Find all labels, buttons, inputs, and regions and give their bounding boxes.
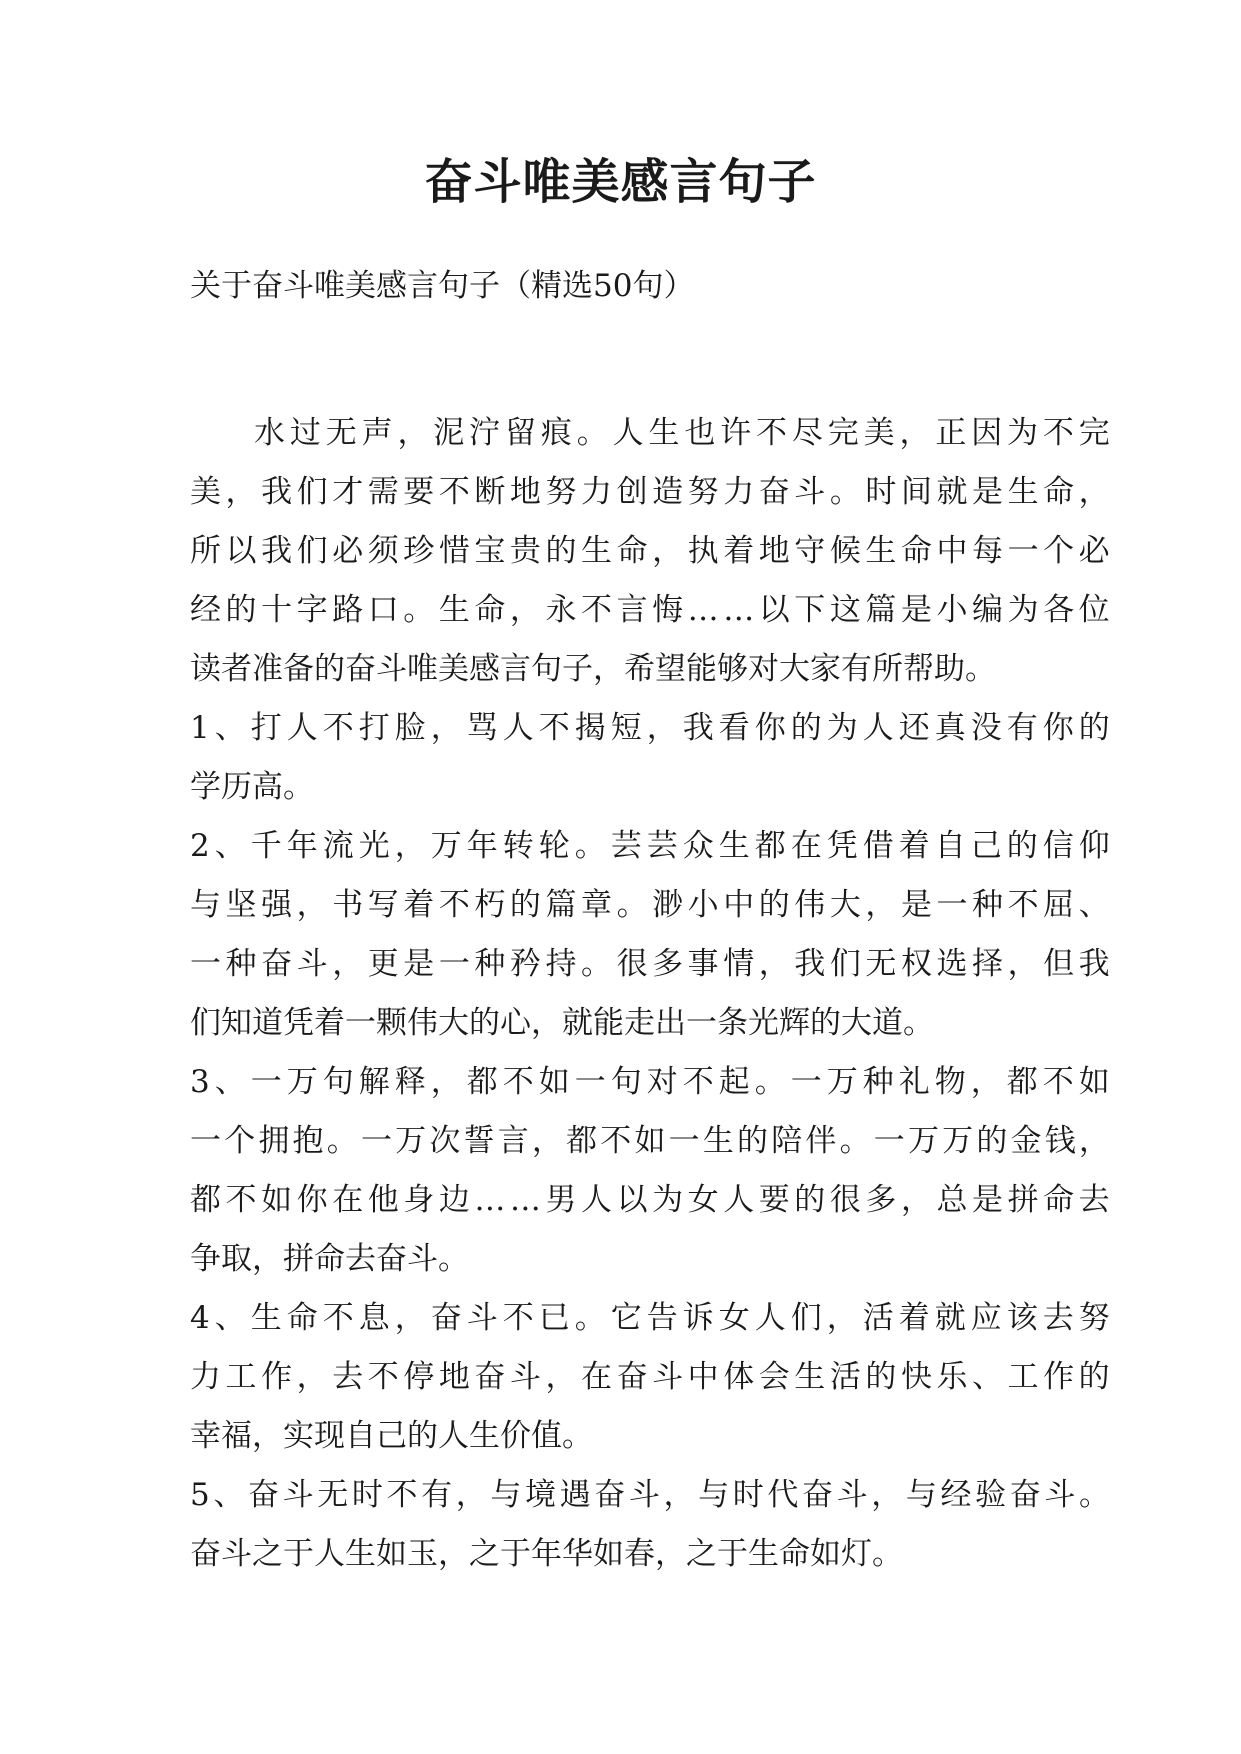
paragraph-line: 5 、 奋 斗 无 时 不 有 ， 与 境 遇 奋 斗 ， 与 时 代 奋 斗 ， 与 经 验 奋 斗 。	[190, 1477, 1110, 1513]
paragraph-line: 奋斗之于人生如玉，之于年华如春，之于生命如灯。	[190, 1536, 903, 1572]
paragraph-line: 读者准备的奋斗唯美感言句子，希望能够对大家有所帮助。	[190, 651, 996, 687]
document-subtitle: 关于奋斗唯美感言句子（精选50句）	[190, 268, 695, 304]
paragraph-line: 经 的 十 字 路 口 。 生 命 ， 永 不 言 悔 … … 以 下 这 篇 是 小 编 为 各 位	[190, 592, 1110, 628]
paragraph-line: 都 不 如 你 在 他 身 边 … … 男 人 以 为 女 人 要 的 很 多 ， 总 是 拼 命 去	[190, 1182, 1110, 1218]
paragraph-line: 4 、 生 命 不 息 ， 奋 斗 不 已 。 它 告 诉 女 人 们 ， 活 着 就 应 该 去 努	[190, 1300, 1110, 1336]
paragraph-line: 争取，拼命去奋斗。	[190, 1241, 469, 1277]
paragraph-line: 一 种 奋 斗 ， 更 是 一 种 矜 持 。 很 多 事 情 ， 我 们 无 权 选 择 ， 但 我	[190, 946, 1110, 982]
paragraph-line: 与 坚 强 ， 书 写 着 不 朽 的 篇 章 。 渺 小 中 的 伟 大 ， 是 一 种 不 屈 、	[190, 887, 1110, 923]
paragraph-line: 1 、 打 人 不 打 脸 ， 骂 人 不 揭 短 ， 我 看 你 的 为 人 还 真 没 有 你 的	[190, 710, 1110, 746]
paragraph-line: 学历高。	[190, 769, 314, 805]
paragraph-line: 们知道凭着一颗伟大的心，就能走出一条光辉的大道。	[190, 1005, 934, 1041]
document-body	[190, 404, 1110, 1584]
paragraph-line: 幸福，实现自己的人生价值。	[190, 1418, 593, 1454]
paragraph-line: 一 个 拥 抱 。 一 万 次 誓 言 ， 都 不 如 一 生 的 陪 伴 。 一 万 万 的 金 钱 ，	[190, 1123, 1110, 1159]
paragraph-line: 水 过 无 声 ， 泥 泞 留 痕 。 人 生 也 许 不 尽 完 美 ， 正 因 为 不 完	[254, 415, 1110, 451]
document-title: 奋斗唯美感言句子	[424, 154, 817, 210]
paragraph-line: 所 以 我 们 必 须 珍 惜 宝 贵 的 生 命 ， 执 着 地 守 候 生 命 中 每 一 个 必	[190, 533, 1110, 569]
paragraph-line: 力 工 作 ， 去 不 停 地 奋 斗 ， 在 奋 斗 中 体 会 生 活 的 快 乐 、 工 作 的	[190, 1359, 1110, 1395]
paragraph-line: 3 、 一 万 句 解 释 ， 都 不 如 一 句 对 不 起 。 一 万 种 礼 物 ， 都 不 如	[190, 1064, 1110, 1100]
paragraph-line: 2 、 千 年 流 光 ， 万 年 转 轮 。 芸 芸 众 生 都 在 凭 借 着 自 己 的 信 仰	[190, 828, 1110, 864]
paragraph-line: 美 ， 我 们 才 需 要 不 断 地 努 力 创 造 努 力 奋 斗 。 时 间 就 是 生 命 ，	[190, 474, 1110, 510]
